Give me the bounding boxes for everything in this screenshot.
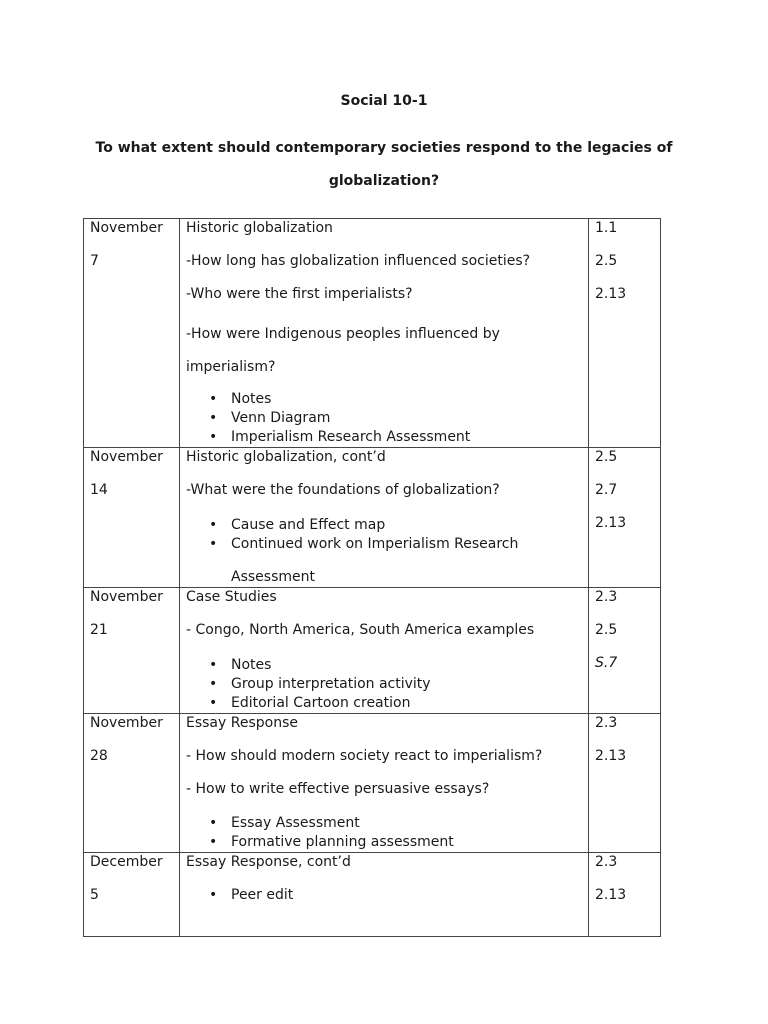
- guiding-question: imperialism?: [186, 359, 276, 375]
- date-cell: [84, 853, 180, 937]
- topic-heading: Historic globalization: [186, 220, 333, 236]
- activity-list: [186, 814, 582, 852]
- outcome-codes-cell: [589, 588, 661, 714]
- unit-question: [84, 132, 684, 198]
- topic-cell: [180, 219, 589, 448]
- day-label: 5: [90, 887, 99, 903]
- outcome-code: 2.13: [595, 748, 627, 764]
- table-row: [84, 219, 661, 448]
- outcome-codes-cell: [589, 853, 661, 937]
- topic-heading: Essay Response, cont’d: [186, 854, 351, 870]
- month-label: December: [90, 854, 163, 870]
- outcome-codes-cell: [589, 714, 661, 853]
- table-row: [84, 714, 661, 853]
- table-row: [84, 853, 661, 937]
- guiding-question: - How should modern society react to imperialism?: [186, 748, 543, 764]
- outcome-codes-cell: [589, 219, 661, 448]
- table-row: [84, 448, 661, 588]
- topic-heading: Case Studies: [186, 589, 277, 605]
- date-cell: [84, 219, 180, 448]
- outcome-code: 2.5: [595, 449, 618, 465]
- list-item: • Cause and Effect map: [231, 516, 582, 535]
- month-label: November: [90, 715, 163, 731]
- unit-question-line-2: globalization?: [328, 173, 440, 189]
- date-cell: [84, 448, 180, 588]
- list-item: • Group interpretation activity: [231, 675, 582, 694]
- list-item: • Essay Assessment: [231, 814, 582, 833]
- outcome-code: 2.3: [595, 854, 618, 870]
- document-title: Social 10-1: [340, 93, 428, 109]
- table-row: [84, 588, 661, 714]
- activity-list: [186, 516, 582, 554]
- topic-heading: Essay Response: [186, 715, 298, 731]
- list-item: • Venn Diagram: [231, 409, 582, 428]
- date-cell: [84, 714, 180, 853]
- guiding-question: - How to write effective persuasive essays?: [186, 781, 490, 797]
- topic-cell: [180, 588, 589, 714]
- outcome-code: 2.5: [595, 622, 618, 638]
- outcome-codes-cell: [589, 448, 661, 588]
- outcome-code: 2.3: [595, 589, 618, 605]
- outcome-code: S.7: [595, 655, 618, 671]
- list-item: • Editorial Cartoon creation: [231, 694, 582, 713]
- list-item: • Formative planning assessment: [231, 833, 582, 852]
- topic-cell: [180, 853, 589, 937]
- activity-list: [186, 886, 582, 905]
- unit-question-line-1: To what extent should contemporary societies respond to the legacies of: [95, 140, 673, 156]
- outcome-code: 2.7: [595, 482, 618, 498]
- outcome-code: 1.1: [595, 220, 618, 236]
- activity-list: [186, 390, 582, 447]
- outcome-code: 2.3: [595, 715, 618, 731]
- outcome-code: 2.13: [595, 887, 627, 903]
- outcome-code: 2.13: [595, 515, 627, 531]
- schedule-table: [83, 218, 661, 937]
- topic-heading: Historic globalization, cont’d: [186, 449, 386, 465]
- outcome-code: 2.13: [595, 286, 627, 302]
- month-label: November: [90, 220, 163, 236]
- activity-list: [186, 656, 582, 713]
- month-label: November: [90, 589, 163, 605]
- guiding-question: - Congo, North America, South America examples: [186, 622, 535, 638]
- guiding-question: -How were Indigenous peoples influenced by: [186, 326, 500, 342]
- outcome-code: 2.5: [595, 253, 618, 269]
- date-cell: [84, 588, 180, 714]
- day-label: 14: [90, 482, 108, 498]
- month-label: November: [90, 449, 163, 465]
- guiding-question: -What were the foundations of globalization?: [186, 482, 500, 498]
- topic-cell: [180, 714, 589, 853]
- day-label: 21: [90, 622, 108, 638]
- list-item: • Continued work on Imperialism Research: [231, 535, 582, 554]
- guiding-question: -How long has globalization influenced societies?: [186, 253, 531, 269]
- list-item-continuation: Assessment: [231, 569, 315, 585]
- guiding-question: -Who were the first imperialists?: [186, 286, 413, 302]
- day-label: 28: [90, 748, 108, 764]
- topic-cell: [180, 448, 589, 588]
- list-item: • Imperialism Research Assessment: [231, 428, 582, 447]
- list-item: • Notes: [231, 656, 582, 675]
- list-item: • Peer edit: [231, 886, 582, 905]
- day-label: 7: [90, 253, 99, 269]
- list-item: • Notes: [231, 390, 582, 409]
